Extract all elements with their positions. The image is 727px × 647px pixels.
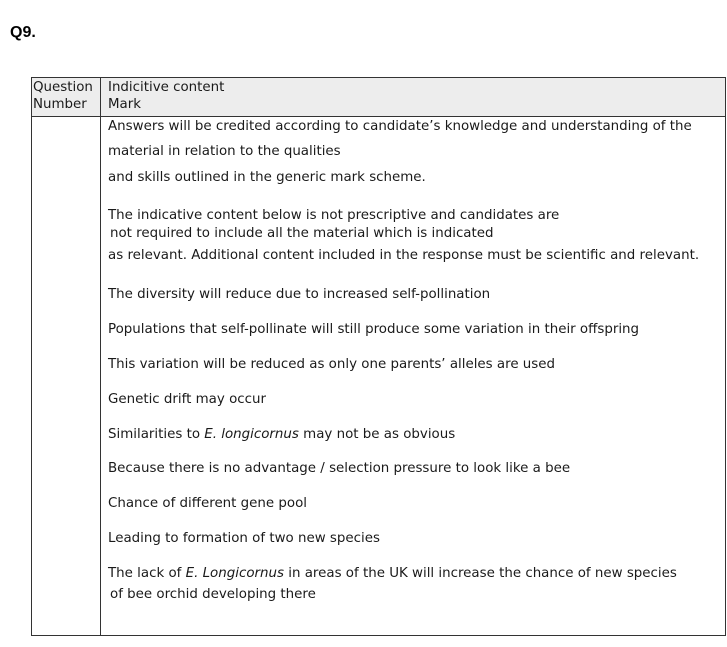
- intro-line-4: The indicative content below is not prescriptive and candidates are: [108, 208, 560, 223]
- mark-scheme-table: [31, 77, 726, 636]
- point-5-text-end: may not be as obvious: [298, 427, 456, 442]
- point-5: [108, 426, 455, 443]
- point-4: Genetic drift may occur: [108, 392, 266, 407]
- species-name-e-longicornus: E. longicornus: [204, 427, 299, 442]
- point-5-text-start: Similarities to: [108, 427, 205, 442]
- question-number-header: [33, 79, 93, 113]
- point-7: Chance of different gene pool: [108, 496, 308, 511]
- intro-line-3: and skills outlined in the generic mark scheme.: [108, 170, 426, 185]
- species-name-e-longicornus-2: E. Longicornus: [185, 566, 284, 581]
- point-9: [108, 565, 677, 582]
- content-header: [108, 79, 224, 113]
- point-9-continued: of bee orchid developing there: [110, 587, 316, 602]
- header-number-label: Number: [33, 97, 87, 112]
- column-divider: [100, 78, 101, 635]
- point-1: The diversity will reduce due to increased self-pollination: [108, 287, 491, 302]
- intro-line-6: as relevant. Additional content included in the response must be scientific and relevant.: [108, 248, 700, 263]
- question-heading: Q9.: [10, 24, 36, 41]
- point-8: Leading to formation of two new species: [108, 531, 380, 546]
- intro-line-2: material in relation to the qualities: [108, 144, 341, 159]
- point-6: Because there is no advantage / selection pressure to look like a bee: [108, 461, 571, 476]
- intro-line-5: not required to include all the material which is indicated: [110, 226, 494, 241]
- header-mark-label: Mark: [108, 97, 142, 112]
- header-question-label: Question: [33, 80, 93, 95]
- intro-line-1: Answers will be credited according to candidate’s knowledge and understanding of the: [108, 119, 692, 134]
- header-content-label: Indicitive content: [108, 80, 225, 95]
- point-9-text-start: The lack of: [108, 566, 186, 581]
- point-3: This variation will be reduced as only one parents’ alleles are used: [108, 357, 556, 372]
- point-9-text-end: in areas of the UK will increase the chance of new species: [283, 566, 677, 581]
- point-2: Populations that self-pollinate will still produce some variation in their offspring: [108, 322, 640, 337]
